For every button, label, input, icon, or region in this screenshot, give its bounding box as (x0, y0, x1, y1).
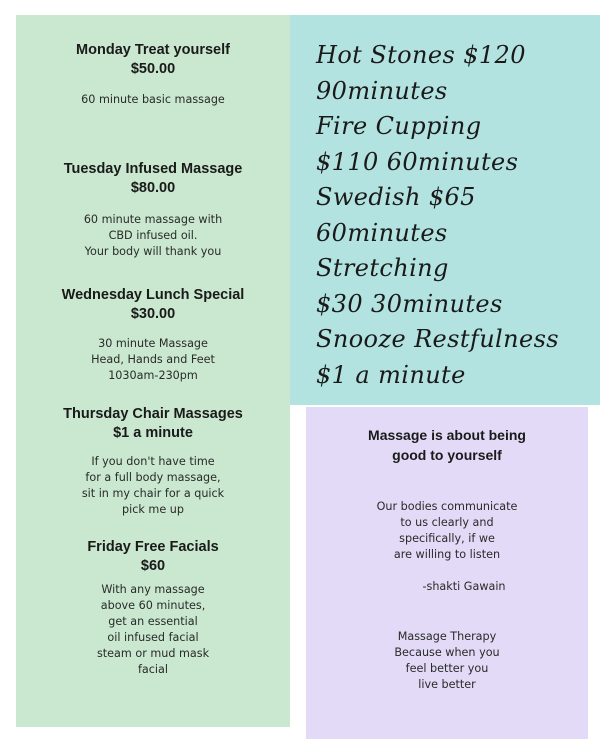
special-title: Monday Treat yourself (76, 42, 230, 58)
tagline: Massage Therapy Because when you feel better you live better (394, 630, 500, 691)
special-tuesday (16, 160, 290, 260)
special-thursday (16, 405, 290, 518)
quote-author: -shakti Gawain (422, 580, 506, 593)
service-line: Hot Stones $120 (316, 41, 526, 69)
daily-specials-panel (16, 15, 290, 727)
special-description: 60 minute massage with CBD infused oil. Your body will thank you (83, 213, 223, 258)
special-friday (16, 538, 290, 678)
special-description: 30 minute Massage Head, Hands and Feet 1030am-230pm (91, 337, 215, 382)
special-price: $30.00 (130, 306, 176, 322)
special-monday (16, 41, 290, 108)
services-panel (290, 15, 600, 405)
quote-heading: Massage is about being good to yourself (368, 427, 526, 463)
special-description: 60 minute basic massage (81, 93, 225, 106)
special-price: $60 (140, 558, 166, 574)
service-line: 60minutes (316, 218, 448, 247)
quote-text: Our bodies communicate to us clearly and specifically, if we are willing to listen (376, 500, 518, 561)
special-price: $1 a minute (113, 425, 193, 441)
service-line: $30 30minutes (316, 289, 503, 318)
special-description: With any massage above 60 minutes, get an essential oil infused facial steam or mud mask facial (96, 583, 210, 676)
service-line: Swedish $65 (316, 183, 476, 211)
service-line: Snooze Restfulness (316, 325, 560, 353)
service-line: Fire Cupping (316, 112, 482, 140)
special-title: Tuesday Infused Massage (63, 161, 243, 177)
special-price: $50.00 (130, 61, 176, 77)
service-line: $110 60minutes (316, 147, 519, 176)
service-line: 90minutes (316, 76, 448, 105)
special-title: Thursday Chair Massages (63, 406, 243, 422)
special-title: Wednesday Lunch Special (61, 287, 245, 303)
services-list (316, 38, 559, 393)
service-line: $1 a minute (316, 360, 466, 389)
special-title: Friday Free Facials (87, 539, 219, 555)
special-wednesday (16, 286, 290, 384)
service-line: Stretching (316, 254, 449, 282)
special-price: $80.00 (130, 180, 176, 196)
special-description: If you don't have time for a full body massage, sit in my chair for a quick pick me up (81, 455, 225, 516)
quote-panel (306, 407, 588, 739)
